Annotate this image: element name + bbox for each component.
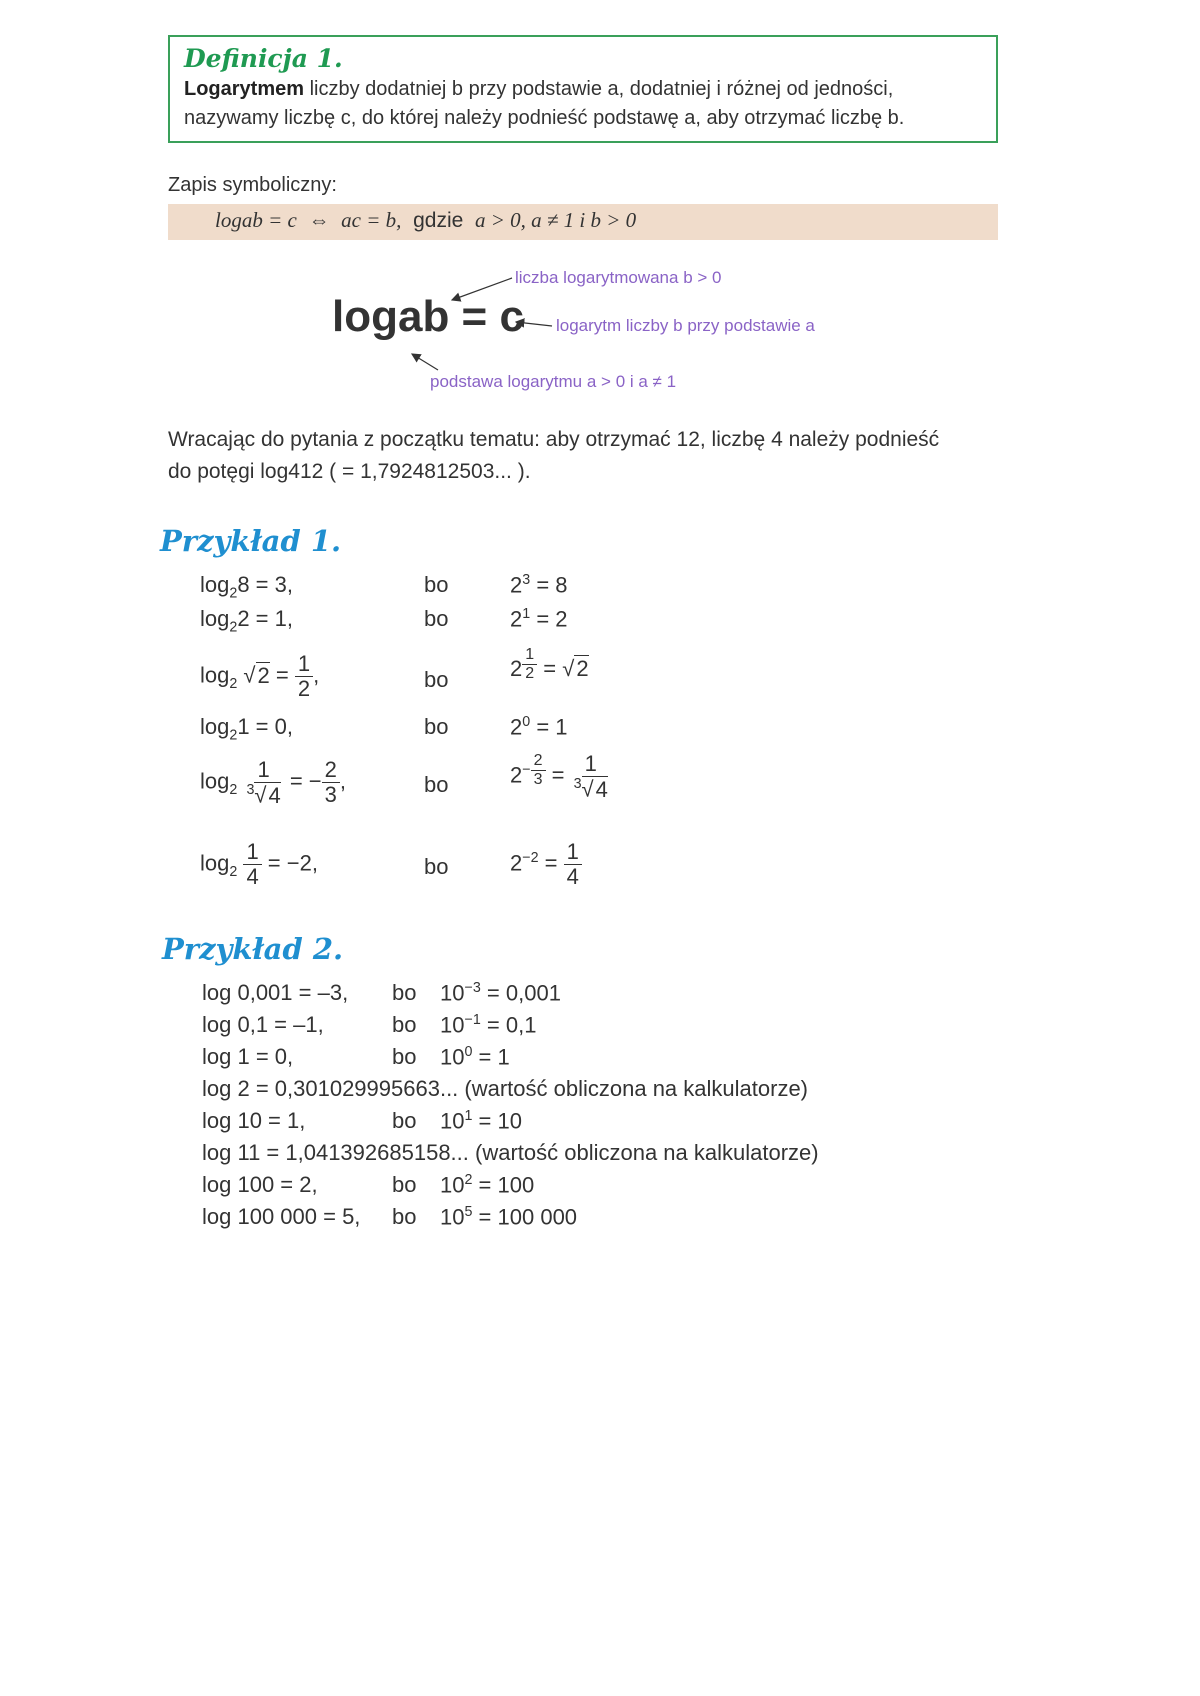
example1-bo-3: bo xyxy=(424,667,449,692)
symbolic-gdzie: gdzie xyxy=(413,209,464,232)
example2-row-8-a: log 100 000 = 5, xyxy=(202,1204,361,1229)
return-line-1: Wracając do pytania z początku tematu: aby otrzymać 12, liczbę 4 należy podnieść xyxy=(168,428,940,451)
return-paragraph xyxy=(168,424,1008,488)
example2-row-1 xyxy=(202,980,561,1006)
example1-row-2-right: $2^1 = 2$ xyxy=(510,606,568,632)
example2-row-5 xyxy=(202,1108,522,1134)
example2-row-2-c: $10^{-1} = 0,1$ xyxy=(440,1012,537,1038)
example2-row-7 xyxy=(202,1172,535,1198)
example1-row-4-left: $\log_21 = 0$, xyxy=(200,714,293,744)
example2-row-8-c: $10^5 = 100$ 000 xyxy=(440,1204,578,1230)
example2-row-3-c: $10^0 = 1$ xyxy=(440,1044,510,1070)
symbolic-conditions: a > 0, a ≠ 1 i b > 0 xyxy=(474,208,637,232)
example1-bo-5: bo xyxy=(424,772,449,797)
example2-row-7-a: log 100 = 2, xyxy=(202,1172,318,1197)
annotation-c: logarytm liczby b przy podstawie a xyxy=(556,316,815,335)
symbolic-formula-box xyxy=(168,204,998,240)
definition-title: Definicja 1. xyxy=(184,44,343,73)
example2-row-3 xyxy=(202,1044,510,1070)
definition-line-1 xyxy=(184,75,982,104)
example1-title: Przykład 1. xyxy=(160,524,342,558)
annotation-a: podstawa logarytmu a > 0 i a ≠ 1 xyxy=(430,372,677,391)
example2-row-4 xyxy=(202,1076,808,1102)
return-line-2: do potęgi log412 ( = 1,7924812503... ). xyxy=(168,460,531,483)
example2-row-7-c: $10^2 = 100$ xyxy=(440,1172,535,1198)
example1-row-5-left: $\log_2$ $\frac{1}{^3√4}$ = − $\frac{2}{3}$ , xyxy=(200,757,347,808)
example2-row-7-bo: bo xyxy=(392,1172,417,1197)
example2-row-4-a: log 2 = 0,301029995663... (wartość obliczona na kalkulatorze) xyxy=(202,1076,808,1101)
example2-row-1-a: log 0,001 = –3, xyxy=(202,980,349,1005)
example1-row-6-left: $\log_2$ $\frac{1}{4}$ = −2, xyxy=(200,839,318,890)
example1-bo-2: bo xyxy=(424,606,449,631)
example2-row-3-bo: bo xyxy=(392,1044,417,1069)
example2-row-6-a: log 11 = 1,041392685158... (wartość obliczona na kalkulatorze) xyxy=(202,1140,819,1165)
definition-line-2: nazywamy liczbę c, do której należy podnieść podstawę a, aby otrzymać liczbę b. xyxy=(184,107,905,129)
example2-title: Przykład 2. xyxy=(162,932,344,966)
example1-row-5-right: $2^{- \frac{2}{3}}$ = $\frac{1}{^3√4}$ xyxy=(510,751,608,802)
example2-row-2 xyxy=(202,1012,537,1038)
iff-symbol: ⇔ xyxy=(308,209,330,232)
diagram-expression: logab = c xyxy=(332,292,524,341)
example2-row-2-bo: bo xyxy=(392,1012,417,1037)
example2-row-1-c: $10^{-3} = 0,001$ xyxy=(440,980,561,1006)
example2-row-5-c: $10^1 = 10$ xyxy=(440,1108,522,1134)
definition-term: Logarytmem xyxy=(184,78,305,100)
example1-row-1-left: $\log_28 = 3$, xyxy=(200,572,293,602)
example1-bo-1: bo xyxy=(424,572,449,597)
example1-row-2-left: $\log_22 = 1$, xyxy=(200,606,293,636)
annotation-b: liczba logarytmowana b > 0 xyxy=(515,268,722,287)
example1-row-1-right: $2^3 = 8$ xyxy=(510,572,568,598)
example1-row-6-right: $2^{-2}$ = $\frac{1}{4}$ xyxy=(510,840,582,889)
example1-bo-6: bo xyxy=(424,854,449,879)
example2-row-5-bo: bo xyxy=(392,1108,417,1133)
definition-line-1-rest: liczby dodatniej b przy podstawie a, dodatniej i różnej od jedności, xyxy=(304,78,894,100)
example2-row-8-bo: bo xyxy=(392,1204,417,1229)
symbolic-formula-left: logab = c xyxy=(215,208,297,232)
definition-box xyxy=(168,35,998,143)
example2-row-1-bo: bo xyxy=(392,980,417,1005)
symbolic-formula-right: ac = b, xyxy=(341,208,402,232)
log-diagram xyxy=(320,262,880,402)
symbolic-label: Zapis symboliczny: xyxy=(168,174,337,196)
example2-row-3-a: log 1 = 0, xyxy=(202,1044,294,1069)
example2-row-5-a: log 10 = 1, xyxy=(202,1108,306,1133)
example1-row-3-left: $\log_2 √2$ = $\frac{1}{2}$ , xyxy=(200,651,320,702)
example2-row-8 xyxy=(202,1204,578,1230)
example2-row-2-a: log 0,1 = –1, xyxy=(202,1012,324,1037)
example1-row-3-right: 2 $^{\frac{1}{2}}$ = √2 xyxy=(510,646,589,682)
example2-row-6 xyxy=(202,1140,819,1166)
example1-row-4-right: $2^0 = 1$ xyxy=(510,714,568,740)
example1-bo-4: bo xyxy=(424,714,449,739)
arrow-to-a xyxy=(412,354,438,370)
